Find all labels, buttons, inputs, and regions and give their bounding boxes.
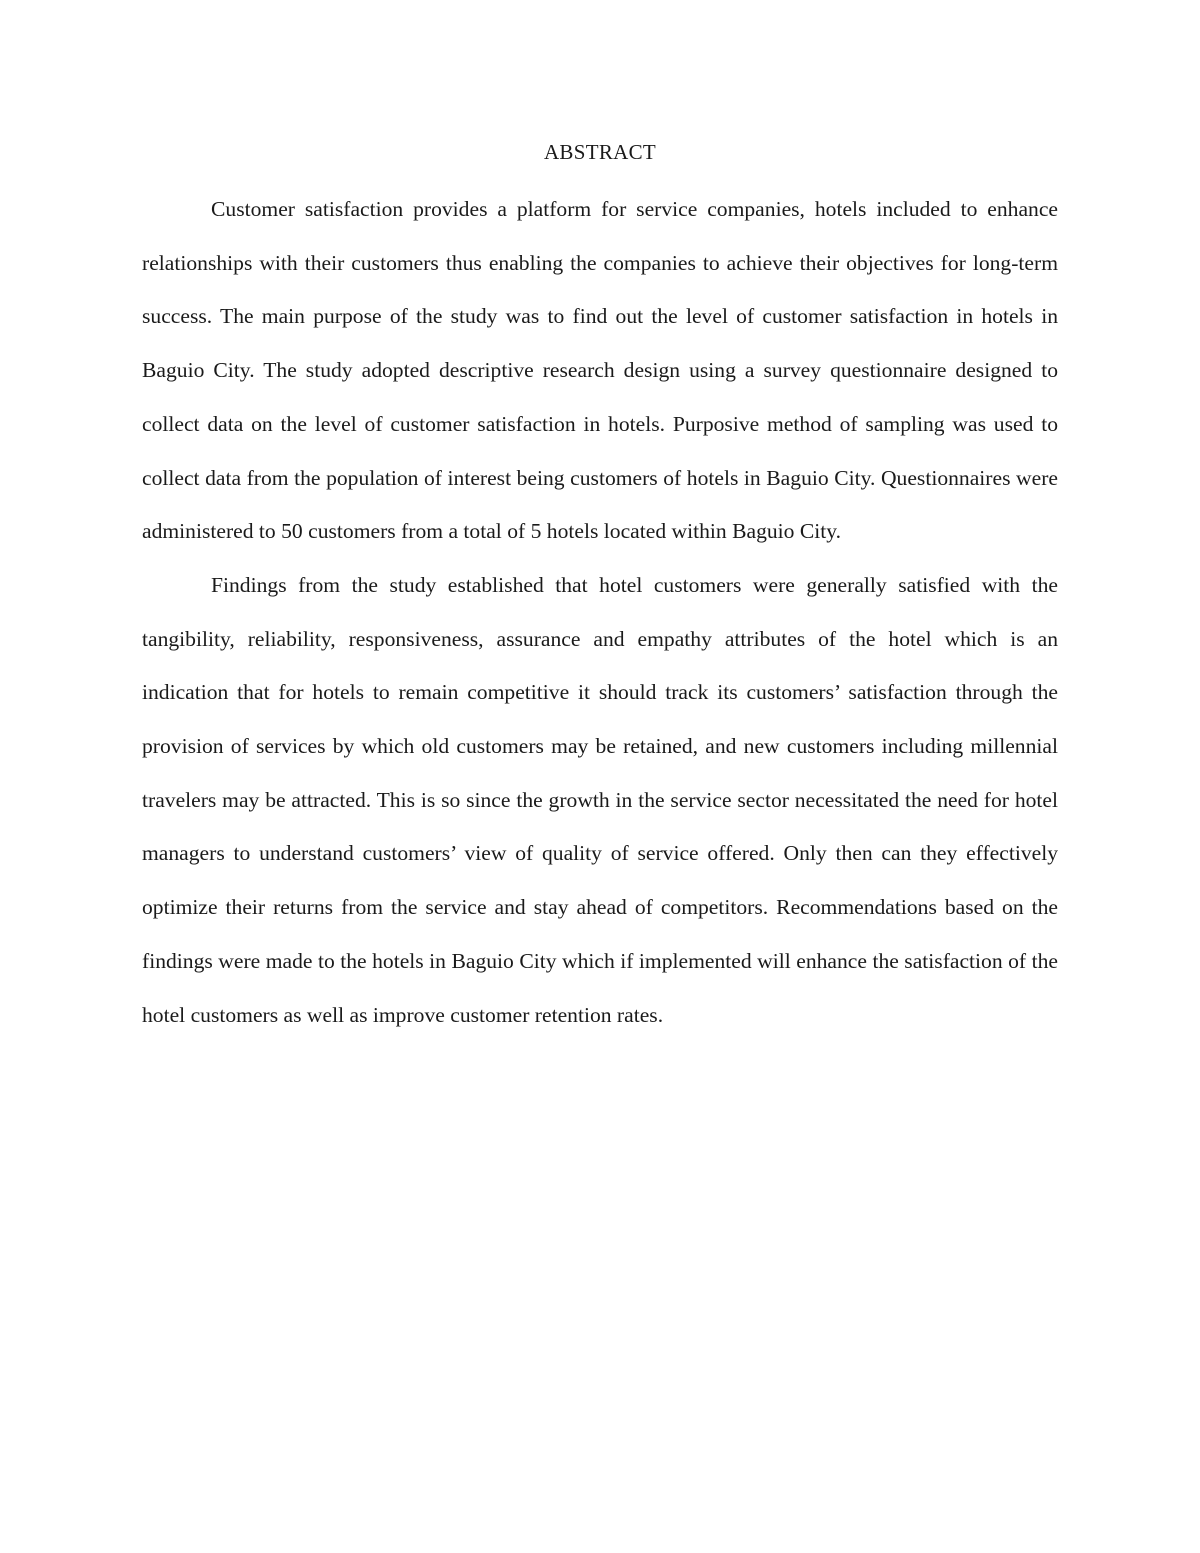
abstract-paragraph-2: Findings from the study established that hotel customers were generally satisfied with the tangibility, reliability, responsiveness, assurance and empathy attributes of the hotel which is an indication that for hotels to remain competitive it should track its customers’ satisfaction through the provision of services by which old customers may be retained, and new customers including millennial travelers may be attracted. This is so since the growth in the service sector necessitated the need for hotel managers to understand customers’ view of quality of service offered. Only then can they effectively optimize their returns from the service and stay ahead of competitors. Recommendations based on the findings were made to the hotels in Baguio City which if implemented will enhance the satisfaction of the hotel customers as well as improve customer retention rates.	[142, 572, 1058, 1027]
abstract-title: ABSTRACT	[543, 140, 657, 164]
abstract-body	[142, 183, 1058, 1042]
abstract-paragraph-1: Customer satisfaction provides a platform for service companies, hotels included to enhance relationships with their customers thus enabling the companies to achieve their objectives for long-term success. The main purpose of the study was to find out the level of customer satisfaction in hotels in Baguio City. The study adopted descriptive research design using a survey questionnaire designed to collect data on the level of customer satisfaction in hotels. Purposive method of sampling was used to collect data from the population of interest being customers of hotels in Baguio City. Questionnaires were administered to 50 customers from a total of 5 hotels located within Baguio City.	[142, 197, 1058, 544]
